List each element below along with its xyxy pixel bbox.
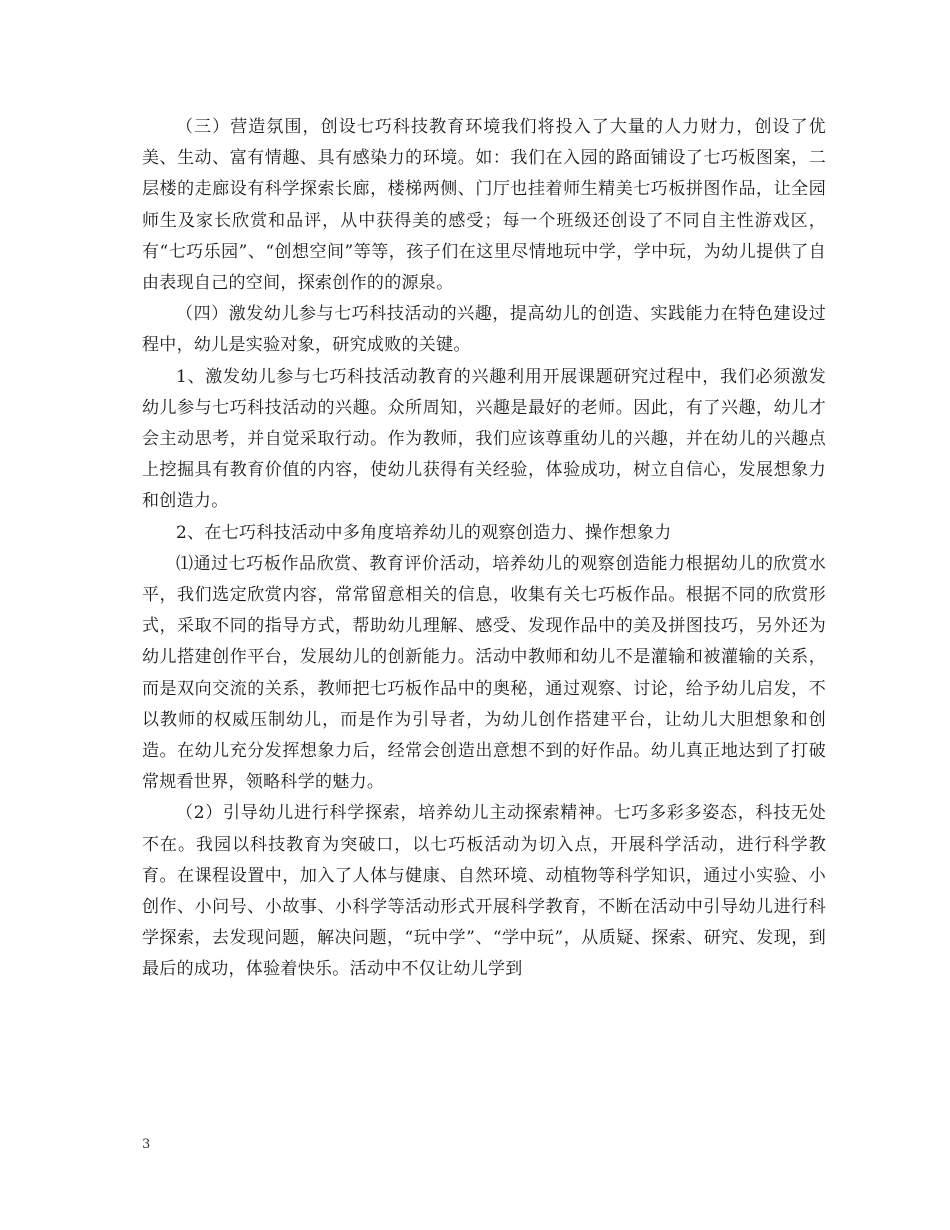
page-number: 3	[142, 1137, 151, 1152]
paragraph-subitem-one: ⑴通过七巧板作品欣赏、教育评价活动，培养幼儿的观察创造能力根据幼儿的欣赏水平，我们选定欣赏内容，常常留意相关的信息，收集有关七巧板作品。根据不同的欣赏形式，采取不同的指导方式，帮助幼儿理解、感受、发现作品中的美及拼图技巧，另外还为幼儿搭建创作平台，发展幼儿的创新能力。活动中教师和幼儿不是灌输和被灌输的关系，而是双向交流的关系，教师把七巧板作品中的奥秘，通过观察、讨论，给予幼儿启发，不以教师的权威压制幼儿，而是作为引导者，为幼儿创作搭建平台，让幼儿大胆想象和创造。在幼儿充分发挥想象力后，经常会创造出意想不到的好作品。幼儿真正地达到了打破常规看世界，领略科学的魅力。	[142, 553, 826, 793]
paragraph-item-one: 1、激发幼儿参与七巧科技活动教育的兴趣利用开展课题研究过程中，我们必须激发幼儿参与七巧科技活动的兴趣。众所周知，兴趣是最好的老师。因此，有了兴趣，幼儿才会主动思考，并自觉采取行动。作为教师，我们应该尊重幼儿的兴趣，并在幼儿的兴趣点上挖掘具有教育价值的内容，使幼儿获得有关经验，体验成功，树立自信心，发展想象力和创造力。	[142, 366, 826, 512]
paragraph-subitem-two: （2）引导幼儿进行科学探索，培养幼儿主动探索精神。七巧多彩多姿态，科技无处不在。我园以科技教育为突破口，以七巧板活动为切入点，开展科学活动，进行科学教育。在课程设置中，加入了人体与健康、自然环境、动植物等科学知识，通过小实验、小创作、小问号、小故事、小科学等活动形式开展科学教育，不断在活动中引导幼儿进行科学探索，去发现问题，解决问题，“玩中学”、“学中玩”，从质疑、探索、研究、发现，到最后的成功，体验着快乐。活动中不仅让幼儿学到	[142, 803, 826, 980]
document-body	[142, 112, 826, 986]
paragraph-item-two: 2、在七巧科技活动中多角度培养幼儿的观察创造力、操作想象力	[176, 522, 672, 543]
paragraph-section-three: （三）营造氛围，创设七巧科技教育环境我们将投入了大量的人力财力，创设了优美、生动、富有情趣、具有感染力的环境。如：我们在入园的路面铺设了七巧板图案，二层楼的走廊设有科学探索长廊，楼梯两侧、门厅也挂着师生精美七巧板拼图作品，让全园师生及家长欣赏和品评，从中获得美的感受；每一个班级还创设了不同自主性游戏区，有“七巧乐园”、“创想空间”等等，孩子们在这里尽情地玩中学，学中玩，为幼儿提供了自由表现自己的空间，探索创作的的源泉。	[142, 117, 826, 294]
paragraph-section-four: （四）激发幼儿参与七巧科技活动的兴趣，提高幼儿的创造、实践能力在特色建设过程中，幼儿是实验对象，研究成败的关键。	[142, 304, 826, 356]
